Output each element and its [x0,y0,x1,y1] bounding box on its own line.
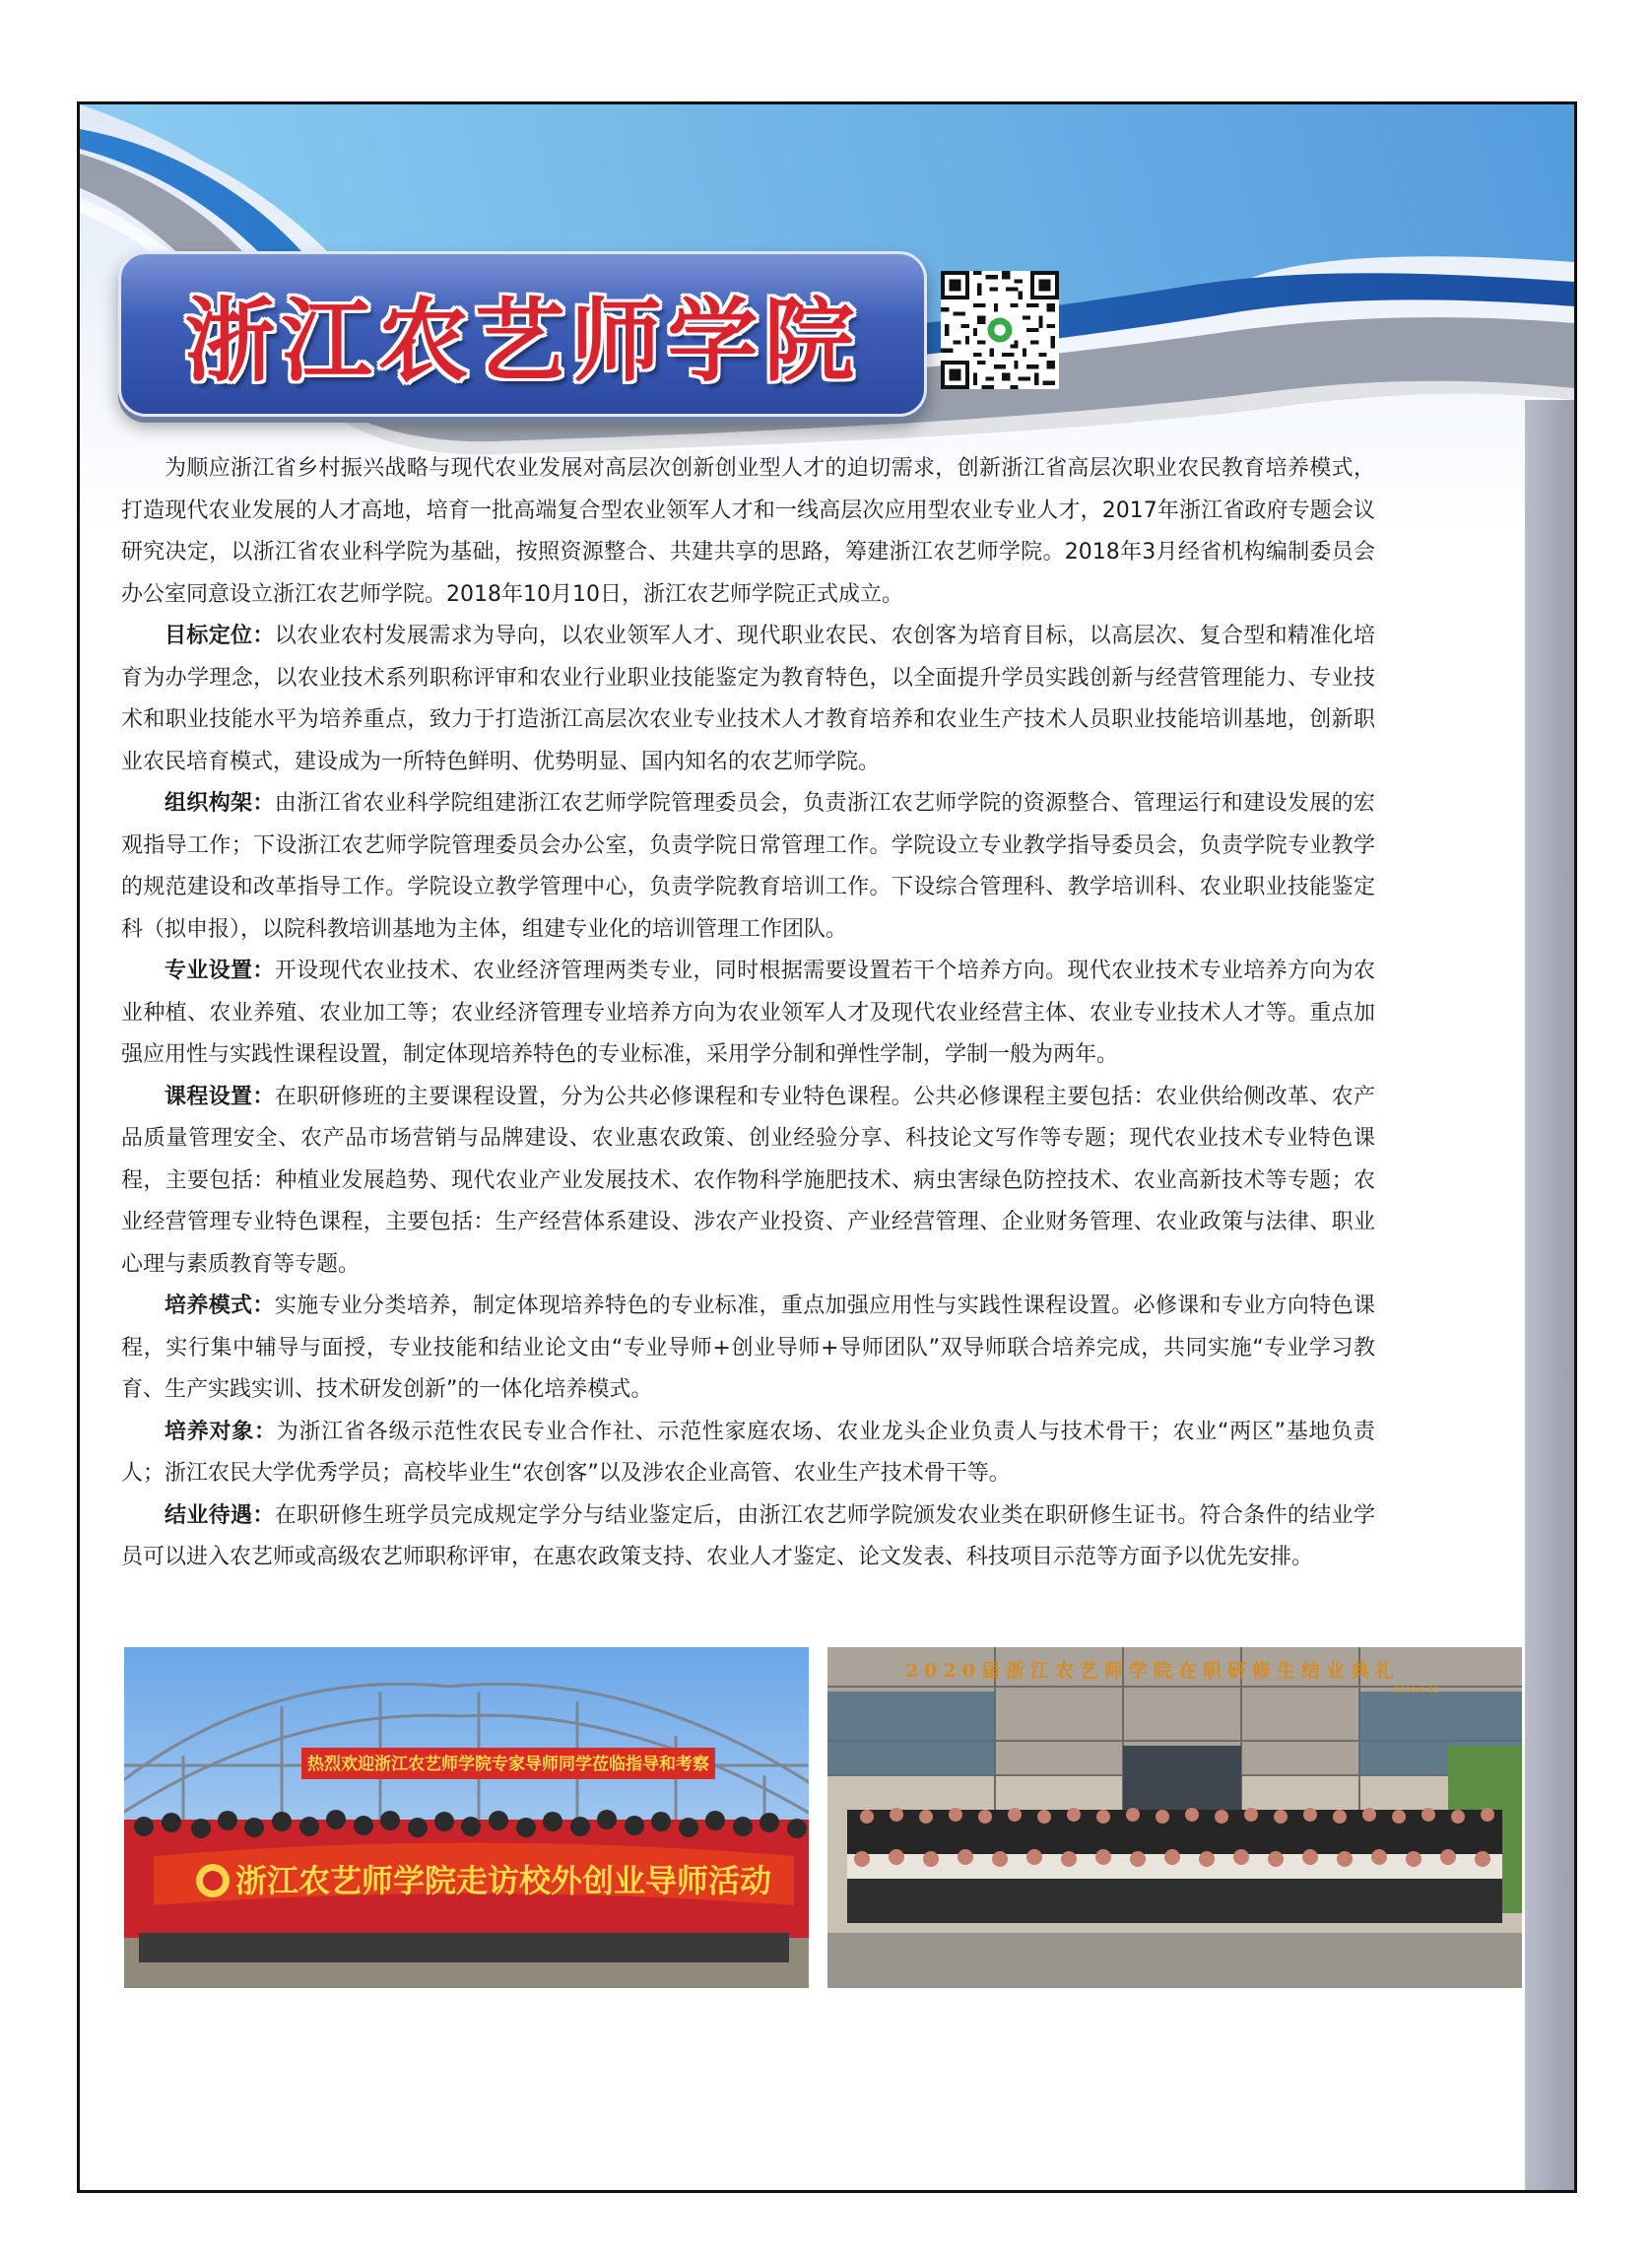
paragraph-text: 以农业农村发展需求为导向，以农业领军人才、现代职业农民、农创客为培育目标，以高层次、复合型和精准化培育为办学理念，以农业技术系列职称评审和农业行业职业技能鉴定为教育特色，以全面提升学员实践创新与经营管理能力、专业技术和职业技能水平为培养重点，致力于打造浙江高层次农业专业技术人才教育培养和农业生产技术人员职业技能培训基地，创新职业农民培育模式，建设成为一所特色鲜明、优势明显、国内知名的农艺师学院。 [121,624,1375,774]
title-banner [118,251,927,417]
qr-code [941,271,1059,389]
paragraph-text: 为浙江省各级示范性农民专业合作社、示范性家庭农场、农业龙头企业负责人与技术骨干；农业“两区”基地负责人；浙江农民大学优秀学员；高校毕业生“农创客”以及涉农企业高管、农业生产技术骨干等。 [121,1419,1375,1486]
paragraph-text: 在职研修生班学员完成规定学分与结业鉴定后，由浙江农艺师学院颁发农业类在职研修生证书。符合条件的结业学员可以进入农艺师或高级农艺师职称评审，在惠农政策支持、农业人才鉴定、论文发表、科技项目示范等方面予以优先安排。 [121,1502,1375,1569]
ceremony-banner-text: 2020届浙江农艺师学院在职研修生结业典礼 [905,1660,1400,1682]
paragraph-organization [121,783,1375,951]
photo-graduation-ceremony [827,1647,1522,1988]
paragraph-intro [121,448,1375,616]
ceremony-date: 2020.6.22 [1394,1686,1439,1695]
paragraph-training-mode [121,1286,1375,1412]
paragraph-target-students [121,1412,1375,1495]
paragraph-heading: 目标定位： [165,624,275,648]
paragraph-text: 开设现代农业技术、农业经济管理两类专业，同时根据需要设置若干个培养方向。现代农业技术专业培养方向为农业种植、农业养殖、农业加工等；农业经济管理专业培养方向为农业领军人才及现代农业经营主体、农业专业技术人才等。重点加强应用性与实践性课程设置，制定体现培养特色的专业标准，采用学分制和弹性学制，学制一般为两年。 [121,959,1375,1067]
photo-greenhouse-visit [124,1647,809,1988]
paragraph-heading: 组织构架： [165,791,275,816]
welcome-banner-text: 热烈欢迎浙江农艺师学院专家导师同学莅临指导和考察 [307,1755,709,1774]
paragraph-heading: 结业待遇： [165,1502,275,1528]
right-gray-band [1525,400,1574,2190]
paragraph-heading: 培养对象： [165,1419,277,1444]
paragraph-text: 为顺应浙江省乡村振兴战略与现代农业发展对高层次创新创业型人才的迫切需求，创新浙江省高层次职业农民教育培养模式，打造现代农业发展的人才高地，培育一批高端复合型农业领军人才和一线高层次应用型农业专业人才，2017年浙江省政府专题会议研究决定，以浙江省农业科学院为基础，按照资源整合、共建共享的思路，筹建浙江农艺师学院。2018年3月经省机构编制委员会办公室同意设立浙江农艺师学院。2018年10月10日，浙江农艺师学院正式成立。 [121,456,1375,607]
paragraph-text: 实施专业分类培养，制定体现培养特色的专业标准，重点加强应用性与实践性课程设置。必修课和专业方向特色课程，实行集中辅导与面授，专业技能和结业论文由“专业导师+创业导师+导师团队”双导师联合培养完成，共同实施“专业学习教育、生产实践实训、技术研发创新”的一体化培养模式。 [121,1294,1375,1402]
paragraph-text: 由浙江省农业科学院组建浙江农艺师学院管理委员会，负责浙江农艺师学院的资源整合、管理运行和建设发展的宏观指导工作；下设浙江农艺师学院管理委员会办公室，负责学院日常管理工作。学院设立专业教学指导委员会，负责学院专业教学的规范建设和改革指导工作。学院设立教学管理中心，负责学院教育培训工作。下设综合管理科、教学培训科、农业职业技能鉴定科（拟申报），以院科教培训基地为主体，组建专业化的培训管理工作团队。 [121,791,1375,942]
paragraph-majors [121,951,1375,1077]
paragraph-graduation [121,1495,1375,1579]
paragraph-text: 在职研修班的主要课程设置，分为公共必修课程和专业特色课程。公共必修课程主要包括：农业供给侧改革、农产品质量管理安全、农产品市场营销与品牌建设、农业惠农政策、创业经验分享、科技论文写作等专题；现代农业技术专业特色课程，主要包括：种植业发展趋势、现代农业产业发展技术、农作物科学施肥技术、病虫害绿色防控技术、农业高新技术等专题；农业经营管理专业特色课程，主要包括：生产经营体系建设、涉农产业投资、产业经营管理、企业财务管理、农业政策与法律、职业心理与素质教育等专题。 [121,1084,1375,1277]
paragraph-courses [121,1077,1375,1287]
intro-body [121,448,1375,1579]
page-title: 浙江农艺师学院 [184,288,861,394]
paragraph-heading: 培养模式： [165,1294,275,1318]
paragraph-goals [121,616,1375,783]
paragraph-heading: 课程设置： [165,1084,275,1109]
paragraph-heading: 专业设置： [165,959,275,983]
activity-banner-text: 浙江农艺师学院走访校外创业导师活动 [234,1862,772,1899]
